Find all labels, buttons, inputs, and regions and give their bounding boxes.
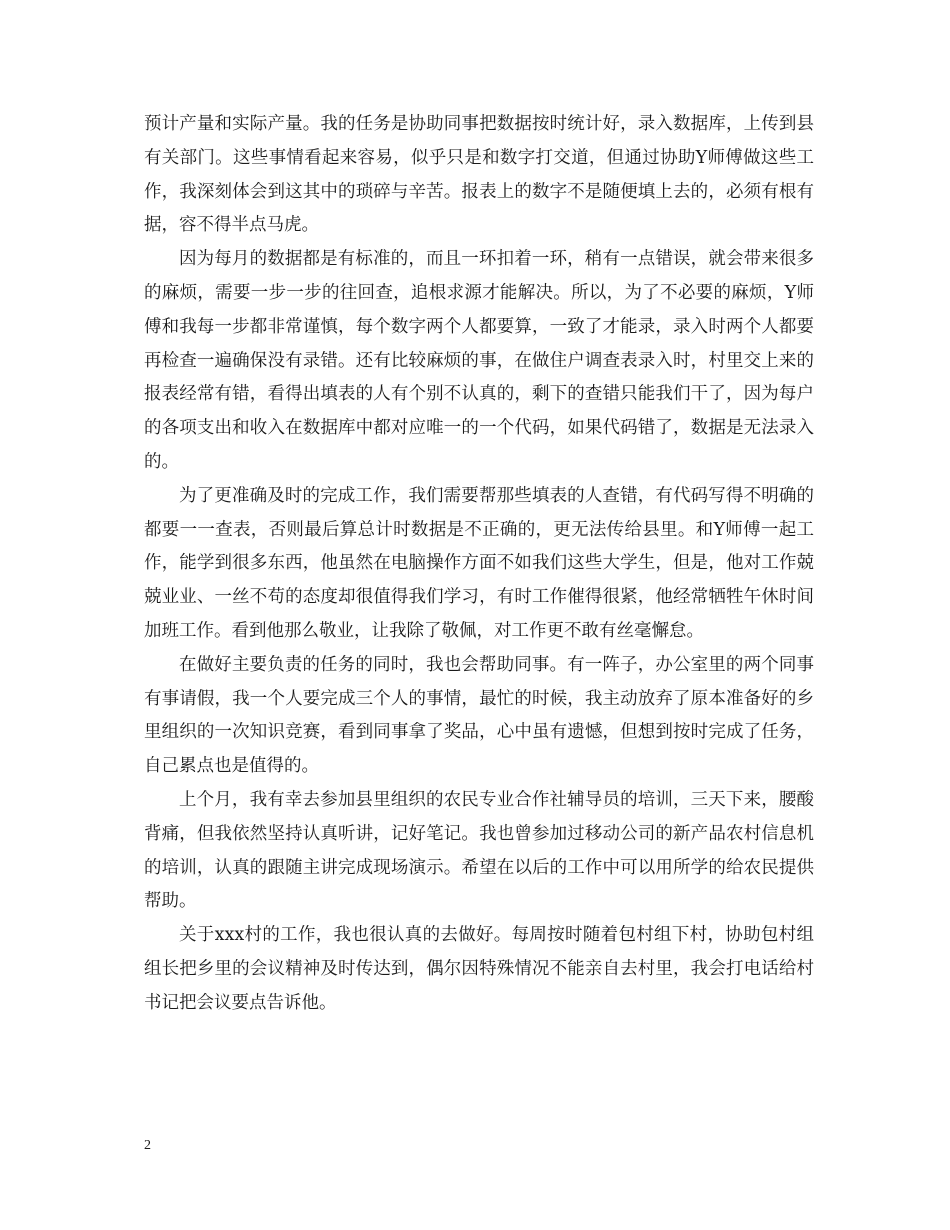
paragraph-6: 关于xxx村的工作，我也很认真的去做好。每周按时随着包村组下村，协助包村组组长把乡里的会议精神及时传达到，偶尔因特殊情况不能亲自去村里，我会打电话给村书记把会议要点告诉他。 xyxy=(144,925,814,1013)
paragraph-3: 为了更准确及时的完成工作，我们需要帮那些填表的人查错，有代码写得不明确的都要一一查表，否则最后算总计时数据是不正确的，更无法传给县里。和Y师傅一起工作，能学到很多东西，他虽然在电脑操作方面不如我们这些大学生，但是，他对工作兢兢业业、一丝不苟的态度却很值得我们学习，有时工作催得很紧，他经常牺牲午休时间加班工作。看到他那么敬业，让我除了敬佩，对工作更不敢有丝毫懈怠。 xyxy=(144,485,814,641)
paragraph-1: 预计产量和实际产量。我的任务是协助同事把数据按时统计好，录入数据库，上传到县有关部门。这些事情看起来容易，似乎只是和数字打交道，但通过协助Y师傅做这些工作，我深刻体会到这其中的琐碎与辛苦。报表上的数字不是随便填上去的，必须有根有据，容不得半点马虎。 xyxy=(144,114,814,236)
paragraph-2: 因为每月的数据都是有标准的，而且一环扣着一环，稍有一点错误，就会带来很多的麻烦，需要一步一步的往回查，追根求源才能解决。所以，为了不必要的麻烦，Y师傅和我每一步都非常谨慎，每个数字两个人都要算，一致了才能录，录入时两个人都要再检查一遍确保没有录错。还有比较麻烦的事，在做住户调查表录入时，村里交上来的报表经常有错，看得出填表的人有个别不认真的，剩下的查错只能我们干了，因为每户的各项支出和收入在数据库中都对应唯一的一个代码，如果代码错了，数据是无法录入的。 xyxy=(144,249,814,472)
page-number: 2 xyxy=(144,1138,151,1153)
paragraph-4: 在做好主要负责的任务的同时，我也会帮助同事。有一阵子，办公室里的两个同事有事请假，我一个人要完成三个人的事情，最忙的时候，我主动放弃了原本准备好的乡里组织的一次知识竞赛，看到同事拿了奖品，心中虽有遗憾，但想到按时完成了任务，自己累点也是值得的。 xyxy=(144,654,814,777)
paragraph-5: 上个月，我有幸去参加县里组织的农民专业合作社辅导员的培训，三天下来，腰酸背痛，但我依然坚持认真听讲，记好笔记。我也曾参加过移动公司的新产品农村信息机的培训，认真的跟随主讲完成现场演示。希望在以后的工作中可以用所学的给农民提供帮助。 xyxy=(144,789,814,912)
document-body xyxy=(144,108,814,1021)
